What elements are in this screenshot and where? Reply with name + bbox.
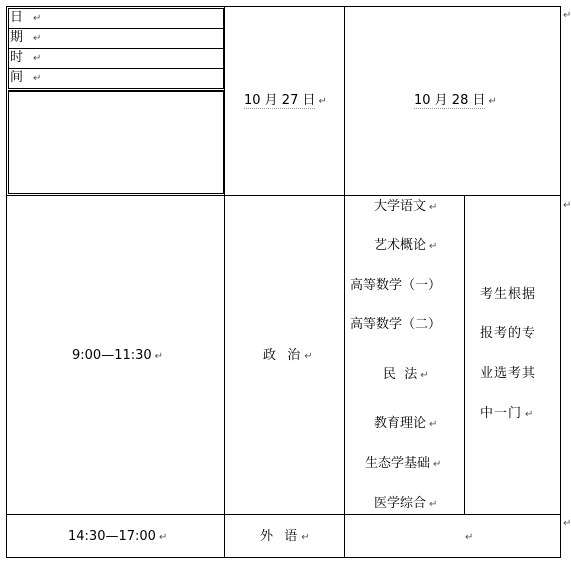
- subject-item: 高等数学（二）: [350, 317, 442, 332]
- paragraph-mark: ↵: [33, 33, 42, 44]
- subject-politics: 政 治 ↵: [263, 348, 314, 363]
- table-border-top: [6, 6, 561, 7]
- label-char-qi: 期 ↵: [10, 30, 42, 45]
- subject-item: 医学综合 ↵: [374, 496, 438, 511]
- end-of-row-mark: ↵: [563, 200, 571, 211]
- row-divider-afternoon: [6, 514, 561, 515]
- end-of-row-mark: ↵: [563, 518, 571, 529]
- note-line: 中一门 ↵: [480, 406, 535, 421]
- table-border-right: [560, 6, 561, 558]
- note-line: 报考的专: [480, 326, 537, 341]
- paragraph-mark: ↵: [420, 370, 429, 381]
- morning-time: 9:00—11:30 ↵: [72, 348, 164, 363]
- paragraph-mark: ↵: [154, 351, 164, 362]
- paragraph-mark: ↵: [429, 202, 438, 213]
- paragraph-mark: ↵: [433, 459, 442, 470]
- paragraph-mark: ↵: [33, 73, 42, 84]
- end-of-row-mark: ↵: [563, 10, 571, 21]
- paragraph-mark: ↵: [304, 351, 314, 362]
- subject-item: 教育理论 ↵: [374, 416, 438, 431]
- table-border-bottom: [6, 557, 561, 558]
- date-oct-27: 10 月 27 日 ↵: [244, 93, 327, 108]
- note-line: 考生根据: [480, 287, 537, 302]
- note-line: 业选考其: [480, 366, 537, 381]
- afternoon-time: 14:30—17:00 ↵: [68, 529, 168, 544]
- paragraph-mark: ↵: [318, 96, 327, 107]
- paragraph-mark: ↵: [429, 241, 438, 252]
- table-border-left: [6, 6, 7, 558]
- subject-item: 生态学基础 ↵: [365, 456, 442, 471]
- subject-item: 艺术概论 ↵: [374, 238, 438, 253]
- subject-item: 大学语文 ↵: [374, 199, 438, 214]
- paragraph-mark: ↵: [429, 499, 438, 510]
- paragraph-mark: ↵: [525, 409, 535, 420]
- subject-foreign-language: 外 语 ↵: [260, 529, 311, 544]
- col-divider-note: [464, 196, 465, 514]
- label-char-shi: 时 ↵: [10, 50, 42, 65]
- label-char-ri: 日 ↵: [10, 10, 42, 25]
- paragraph-mark: ↵: [33, 13, 42, 24]
- row-divider-header: [6, 195, 561, 196]
- col-divider-1: [224, 6, 225, 558]
- col-divider-2: [344, 6, 345, 558]
- afternoon-oct-28-cell: [462, 529, 473, 546]
- paragraph-mark: ↵: [429, 419, 438, 430]
- date-oct-28: 10 月 28 日 ↵: [414, 93, 497, 108]
- label-char-jian: 间 ↵: [10, 70, 42, 85]
- paragraph-mark: ↵: [33, 53, 42, 64]
- paragraph-mark: ↵: [488, 96, 497, 107]
- subject-item: 高等数学（一）: [350, 278, 442, 293]
- paragraph-mark: ↵: [301, 532, 311, 543]
- paragraph-mark: ↵: [465, 532, 474, 543]
- subject-item: 民 法 ↵: [383, 367, 429, 382]
- label-box-blank: [8, 90, 224, 194]
- paragraph-mark: ↵: [158, 532, 168, 543]
